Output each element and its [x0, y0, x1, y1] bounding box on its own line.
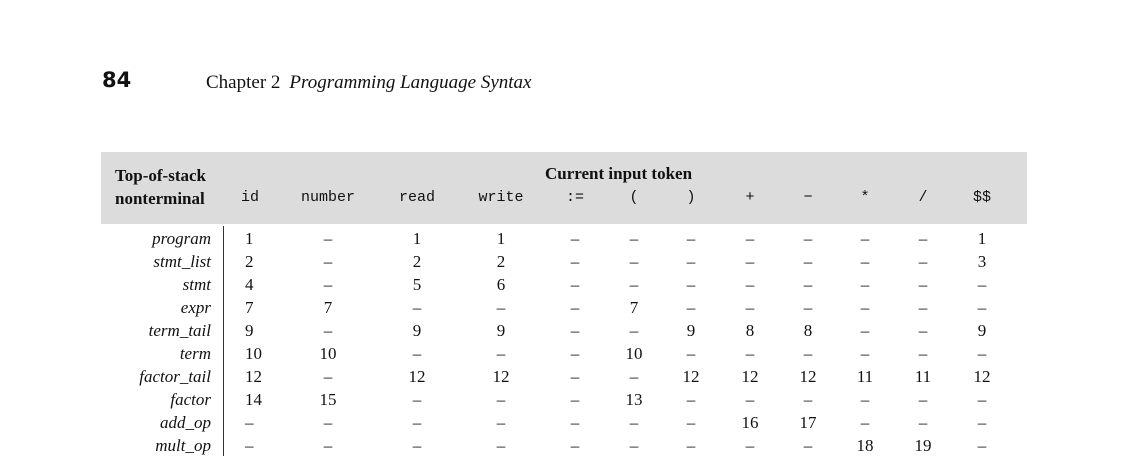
table-cell: 9 [245, 321, 254, 340]
table-cell: – [496, 413, 506, 432]
table-cell: 3 [977, 252, 987, 271]
table-row [0, 273, 1128, 296]
table-cell: – [977, 413, 987, 432]
table-cell: – [918, 252, 928, 271]
table-cell: – [323, 436, 333, 455]
table-cell: – [570, 390, 580, 409]
chapter-label: Chapter 2 [206, 72, 281, 93]
table-cell: – [412, 298, 422, 317]
table-cell: 9 [496, 321, 506, 340]
table-cell: 5 [412, 275, 422, 294]
table-cell: – [629, 436, 639, 455]
token-header: * [860, 189, 870, 206]
table-cell: 2 [245, 252, 254, 271]
row-header-caption [115, 164, 206, 210]
token-header: + [745, 189, 755, 206]
table-cell: – [245, 413, 254, 432]
table-cell: 2 [496, 252, 506, 271]
table-cell: – [745, 229, 755, 248]
table-cell: – [860, 298, 870, 317]
table-cell: – [918, 413, 928, 432]
table-cell: – [629, 367, 639, 386]
table-cell: – [323, 229, 333, 248]
table-row [0, 434, 1128, 457]
table-cell: – [918, 390, 928, 409]
token-header: ( [629, 189, 639, 206]
table-cell: 12 [408, 367, 426, 386]
table-cell: – [570, 229, 580, 248]
table-cell: 11 [856, 367, 874, 386]
table-cell: – [323, 321, 333, 340]
table-cell: 18 [856, 436, 874, 455]
table-row [0, 388, 1128, 411]
table-row [0, 411, 1128, 434]
table-cell: 9 [977, 321, 987, 340]
table-cell: – [686, 436, 696, 455]
nonterminal-label: factor [170, 390, 211, 409]
table-cell: – [977, 298, 987, 317]
nonterminal-label: program [152, 229, 211, 248]
table-cell: – [570, 413, 580, 432]
table-cell: – [860, 229, 870, 248]
table-cell: – [629, 275, 639, 294]
table-cell: – [918, 321, 928, 340]
table-cell: 19 [914, 436, 932, 455]
table-cell: – [918, 344, 928, 363]
table-cell: – [412, 344, 422, 363]
table-cell: – [686, 229, 696, 248]
table-cell: – [803, 275, 813, 294]
table-cell: 6 [496, 275, 506, 294]
table-cell: – [570, 344, 580, 363]
table-cell: – [686, 413, 696, 432]
chapter-title: Programming Language Syntax [289, 72, 532, 93]
table-cell: – [745, 298, 755, 317]
table-cell: 4 [245, 275, 254, 294]
table-cell: 14 [245, 390, 262, 409]
table-cell: 1 [977, 229, 987, 248]
table-cell: – [496, 390, 506, 409]
nonterminal-label: mult_op [155, 436, 211, 455]
table-cell: 15 [319, 390, 337, 409]
table-cell: 10 [245, 344, 262, 363]
table-cell: – [570, 436, 580, 455]
table-cell: 1 [496, 229, 506, 248]
column-group-caption: Current input token [545, 164, 693, 183]
token-header: id [240, 189, 260, 206]
table-cell: 12 [682, 367, 700, 386]
table-cell: – [860, 390, 870, 409]
table-cell: – [570, 275, 580, 294]
nonterminal-label: term [179, 344, 211, 363]
table-cell: 10 [319, 344, 337, 363]
table-cell: 8 [745, 321, 755, 340]
table-cell: 9 [686, 321, 696, 340]
table-row [0, 319, 1128, 342]
table-cell: – [323, 275, 333, 294]
table-cell: – [803, 436, 813, 455]
token-header: − [803, 189, 813, 206]
table-cell: – [977, 390, 987, 409]
table-cell: 12 [799, 367, 817, 386]
parse-table-body [0, 227, 1128, 457]
table-header-band [101, 152, 1027, 224]
row-header-line: nonterminal [115, 189, 205, 208]
token-header: number [300, 189, 356, 206]
table-cell: – [686, 275, 696, 294]
table-cell: 7 [245, 298, 254, 317]
nonterminal-label: expr [180, 298, 211, 317]
table-cell: – [323, 252, 333, 271]
table-cell: – [918, 298, 928, 317]
table-cell: 13 [625, 390, 643, 409]
table-cell: – [412, 390, 422, 409]
table-cell: – [570, 367, 580, 386]
table-cell: 16 [741, 413, 759, 432]
table-cell: – [977, 436, 987, 455]
table-cell: 7 [323, 298, 333, 317]
table-cell: – [496, 344, 506, 363]
table-cell: – [745, 275, 755, 294]
table-cell: – [803, 252, 813, 271]
table-cell: – [629, 229, 639, 248]
table-cell: – [570, 252, 580, 271]
nonterminal-label: add_op [160, 413, 211, 432]
table-cell: – [745, 390, 755, 409]
table-cell: 1 [412, 229, 422, 248]
table-cell: 1 [245, 229, 254, 248]
table-cell: 8 [803, 321, 813, 340]
table-cell: 2 [412, 252, 422, 271]
running-head [206, 72, 531, 94]
table-cell: 12 [492, 367, 510, 386]
page-number: 84 [102, 68, 132, 92]
token-header: $$ [972, 189, 992, 206]
nonterminal-label: factor_tail [139, 367, 211, 386]
table-row [0, 342, 1128, 365]
table-cell: – [860, 252, 870, 271]
table-cell: 12 [741, 367, 759, 386]
table-cell: 11 [914, 367, 932, 386]
table-cell: – [860, 321, 870, 340]
table-cell: – [245, 436, 254, 455]
table-cell: – [977, 344, 987, 363]
table-cell: – [977, 275, 987, 294]
table-cell: 10 [625, 344, 643, 363]
table-cell: – [412, 436, 422, 455]
table-cell: – [803, 344, 813, 363]
table-cell: – [412, 413, 422, 432]
table-cell: – [803, 229, 813, 248]
table-cell: – [860, 275, 870, 294]
token-header: read [398, 189, 436, 206]
table-row [0, 365, 1128, 388]
table-row [0, 250, 1128, 273]
table-cell: – [323, 413, 333, 432]
table-row [0, 296, 1128, 319]
table-cell: – [629, 413, 639, 432]
table-cell: – [860, 344, 870, 363]
table-row [0, 227, 1128, 250]
table-cell: – [570, 298, 580, 317]
row-header-line: Top-of-stack [115, 166, 206, 185]
table-cell: 7 [629, 298, 639, 317]
table-cell: – [860, 413, 870, 432]
table-cell: – [629, 252, 639, 271]
nonterminal-label: stmt_list [153, 252, 211, 271]
table-cell: – [686, 252, 696, 271]
token-header: write [478, 189, 524, 206]
table-cell: – [323, 367, 333, 386]
table-cell: 9 [412, 321, 422, 340]
table-cell: – [496, 436, 506, 455]
table-cell: – [918, 275, 928, 294]
table-cell: – [686, 390, 696, 409]
table-cell: – [570, 321, 580, 340]
table-cell: – [745, 344, 755, 363]
table-cell: – [686, 298, 696, 317]
table-cell: – [745, 436, 755, 455]
table-cell: – [745, 252, 755, 271]
table-cell: 12 [973, 367, 991, 386]
table-cell: – [918, 229, 928, 248]
nonterminal-label: term_tail [148, 321, 211, 340]
table-cell: – [496, 298, 506, 317]
token-header: := [565, 189, 585, 206]
token-header: / [918, 189, 928, 206]
table-cell: – [686, 344, 696, 363]
table-cell: – [629, 321, 639, 340]
table-cell: 17 [799, 413, 817, 432]
table-cell: – [803, 298, 813, 317]
nonterminal-label: stmt [182, 275, 211, 294]
token-header: ) [686, 189, 696, 206]
table-cell: 12 [245, 367, 262, 386]
table-cell: – [803, 390, 813, 409]
